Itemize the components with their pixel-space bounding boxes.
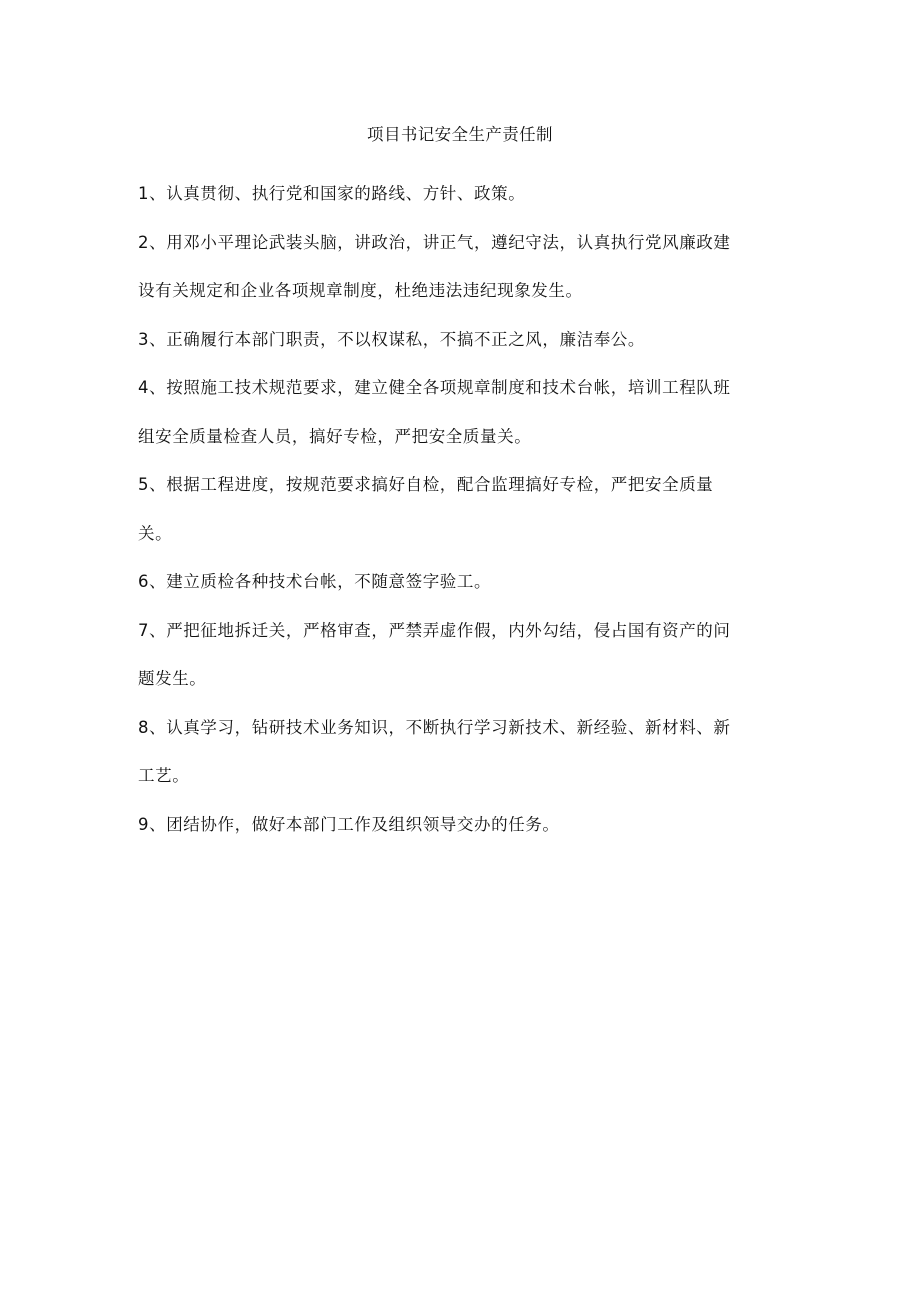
text-line: 8、认真学习，钻研技术业务知识，不断执行学习新技术、新经验、新材料、新 (138, 717, 731, 737)
text-line: 题发生。 (138, 669, 207, 688)
text-line: 2、用邓小平理论武装头脑，讲政治，讲正气，遵纪守法，认真执行党风廉政建 (138, 232, 731, 252)
text-line: 3、正确履行本部门职责，不以权谋私，不搞不正之风，廉洁奉公。 (138, 329, 645, 349)
text-line: 关。 (138, 523, 173, 543)
text-line: 9、团结协作，做好本部门工作及组织领导交办的任务。 (138, 814, 560, 834)
text-line: 5、根据工程进度，按规范要求搞好自检，配合监理搞好专检，严把安全质量 (138, 475, 714, 494)
text-line: 工艺。 (138, 766, 190, 785)
text-line: 4、按照施工技术规范要求，建立健全各项规章制度和技术台帐，培训工程队班 (138, 378, 731, 397)
text-line: 1、认真贯彻、执行党和国家的路线、方针、政策。 (138, 184, 526, 203)
text-line: 组安全质量检查人员，搞好专检，严把安全质量关。 (138, 426, 532, 446)
text-line: 设有关规定和企业各项规章制度，杜绝违法违纪现象发生。 (138, 281, 583, 300)
text-line: 7、严把征地拆迁关，严格审查，严禁弄虚作假，内外勾结，侵占国有资产的问 (138, 620, 731, 640)
document-body (138, 170, 788, 849)
text-line: 6、建立质检各种技术台帐，不随意签字验工。 (138, 572, 492, 591)
document-title: 项目书记安全生产责任制 (367, 125, 553, 144)
